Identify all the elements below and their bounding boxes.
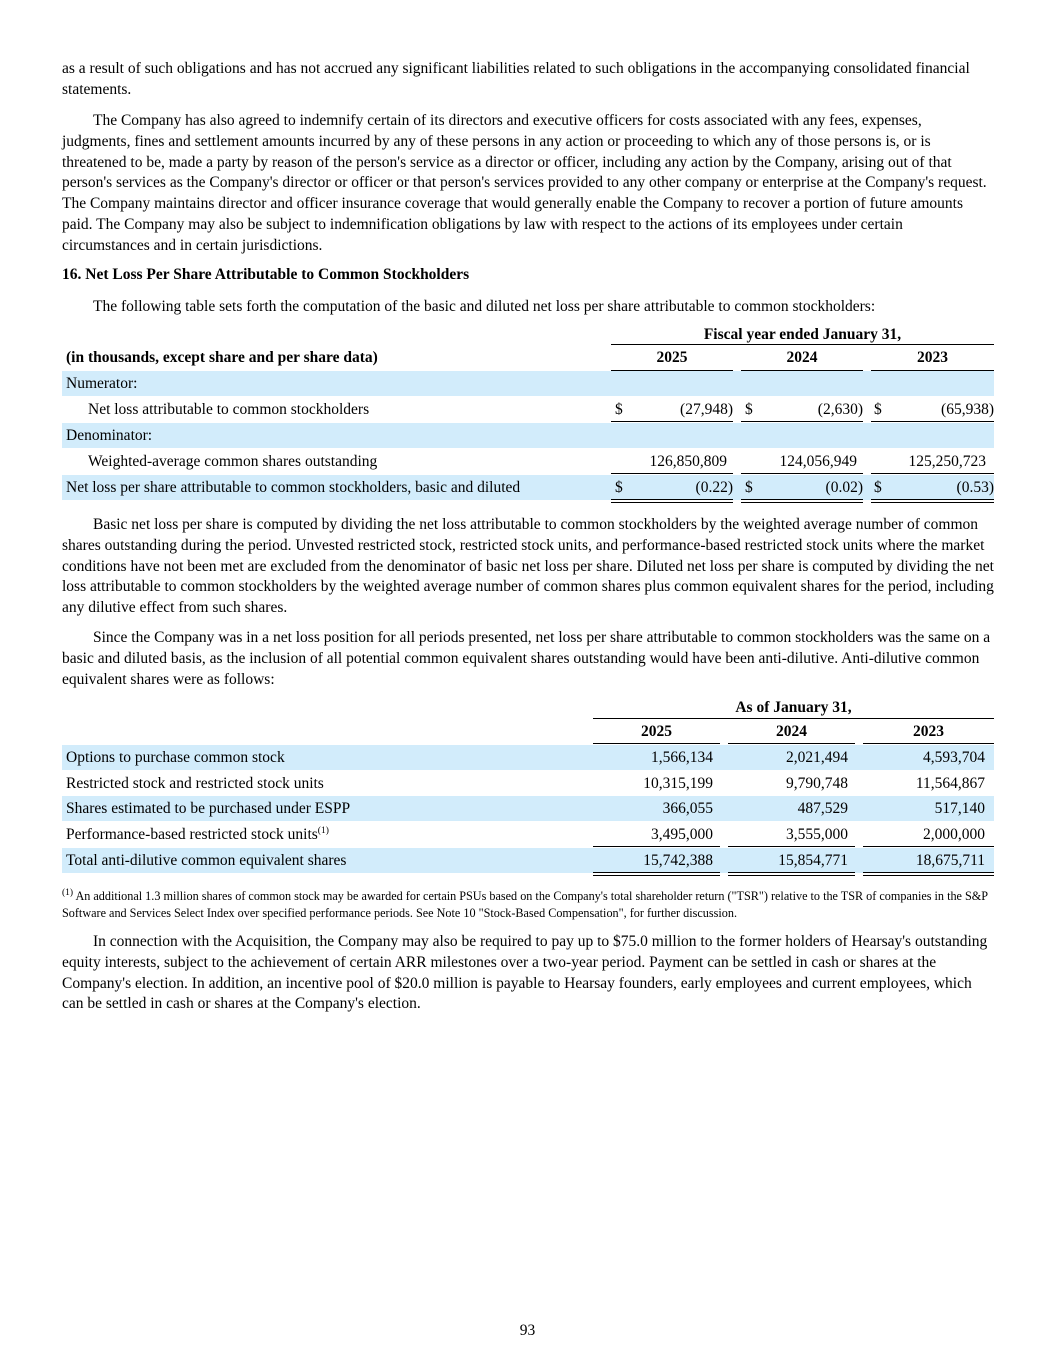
cell-value: 126,850,809 bbox=[649, 453, 727, 470]
cell-value: 18,675,711 bbox=[915, 852, 985, 869]
double-rule bbox=[611, 499, 733, 503]
section-heading: 16. Net Loss Per Share Attributable to Common Stockholders bbox=[62, 266, 470, 283]
double-rule bbox=[593, 872, 720, 876]
table-row bbox=[62, 745, 994, 770]
cell-value: 11,564,867 bbox=[915, 775, 985, 792]
double-rule bbox=[728, 872, 855, 876]
cell-rule bbox=[611, 473, 733, 474]
cell-rule bbox=[593, 846, 720, 847]
cell-value: (0.53) bbox=[956, 479, 994, 496]
cell-rule bbox=[871, 421, 994, 422]
currency-symbol: $ bbox=[615, 479, 623, 496]
footnote-marker: (1) bbox=[62, 887, 74, 898]
table-header-row bbox=[62, 719, 994, 744]
cell-value: 3,555,000 bbox=[786, 826, 848, 843]
cell-value: (0.22) bbox=[695, 479, 733, 496]
table-row bbox=[62, 475, 994, 500]
row-label: Numerator: bbox=[66, 375, 138, 392]
double-rule bbox=[741, 499, 863, 503]
cell-rule bbox=[741, 473, 863, 474]
row-label: Restricted stock and restricted stock units bbox=[66, 775, 324, 792]
row-label: Denominator: bbox=[66, 427, 153, 444]
cell-value: 3,495,000 bbox=[651, 826, 713, 843]
table-total-row bbox=[62, 848, 994, 873]
currency-symbol: $ bbox=[745, 479, 753, 496]
cell-value: 15,854,771 bbox=[778, 852, 848, 869]
period-header: As of January 31, bbox=[735, 699, 852, 716]
year-header: 2023 bbox=[917, 349, 948, 366]
table-header-row bbox=[62, 345, 994, 370]
table-row bbox=[62, 822, 994, 847]
footnote-text: An additional 1.3 million shares of common stock may be awarded for certain PSUs based on the Company's total shareholder return ("TSR") relative to the TSR of companies in the S&P Software and Services Select Index over specified performance periods. See Note 10 "Stock-Based Compensation", for further discussion. bbox=[62, 889, 988, 920]
cell-value: 10,315,199 bbox=[643, 775, 713, 792]
cell-value: 125,250,723 bbox=[908, 453, 986, 470]
currency-symbol: $ bbox=[874, 479, 882, 496]
row-label bbox=[66, 822, 329, 847]
cell-rule bbox=[728, 846, 855, 847]
footnote-marker: (1) bbox=[317, 825, 329, 836]
cell-value: 366,055 bbox=[662, 800, 713, 817]
currency-symbol: $ bbox=[745, 401, 753, 418]
row-label: Weighted-average common shares outstanding bbox=[88, 453, 378, 470]
cell-value: 2,000,000 bbox=[923, 826, 985, 843]
table-row bbox=[62, 423, 994, 448]
cell-value: 1,566,134 bbox=[651, 749, 713, 766]
stub-header: (in thousands, except share and per share data) bbox=[66, 349, 378, 366]
row-label: Total anti-dilutive common equivalent shares bbox=[66, 852, 347, 869]
cell-rule bbox=[871, 473, 994, 474]
paragraph-indemnification: The Company has also agreed to indemnify certain of its directors and executive officers for costs associated with any fees, expenses, judgments, fines and settlement amounts incurred by any of these persons in any action or proceeding to which any of those persons is, or is threatened to be, made a party by reason of the person's service as a director or officer, including any action by the Company, arising out of that person's services as the Company's director or officer or that person's services provided to any other company or enterprise at the Company's request. The Company maintains director and officer insurance coverage that would generally enable the Company to recover a portion of future amounts paid. The Company may also be subject to indemnification obligations by law with respect to the actions of its employees under certain circumstances and in certain jurisdictions. bbox=[62, 112, 987, 254]
cell-value: (65,938) bbox=[941, 401, 994, 418]
table-row bbox=[62, 796, 994, 821]
table-row bbox=[62, 397, 994, 422]
paragraph-table-intro: The following table sets forth the computation of the basic and diluted net loss per share attributable to common stockholders: bbox=[93, 298, 876, 315]
cell-rule bbox=[741, 421, 863, 422]
currency-symbol: $ bbox=[874, 401, 882, 418]
cell-value: (0.02) bbox=[825, 479, 863, 496]
cell-value: 9,790,748 bbox=[786, 775, 848, 792]
year-header: 2023 bbox=[913, 723, 944, 740]
row-label-text: Performance-based restricted stock units bbox=[66, 826, 318, 843]
period-header: Fiscal year ended January 31, bbox=[703, 326, 902, 343]
cell-value: (27,948) bbox=[680, 401, 733, 418]
cell-value: 487,529 bbox=[797, 800, 848, 817]
year-header: 2024 bbox=[786, 349, 818, 366]
year-rule bbox=[863, 743, 994, 744]
row-label: Options to purchase common stock bbox=[66, 749, 285, 766]
cell-value: 15,742,388 bbox=[643, 852, 713, 869]
cell-value: 124,056,949 bbox=[779, 453, 857, 470]
double-rule bbox=[871, 499, 994, 503]
double-rule bbox=[863, 872, 994, 876]
paragraph-basic-diluted: Basic net loss per share is computed by dividing the net loss attributable to common stockholders by the weighted average number of common shares outstanding during the period. Unvested restricted stock, restricted stock units, and performance-based restricted stock units where the market conditions have not been met are excluded from the denominator of basic net loss per share. Diluted net loss per share is computed by dividing the net loss attributable to common stockholders by the weighted average number of common shares plus common equivalent shares for the period, including any dilutive effect from such shares. bbox=[62, 516, 994, 617]
row-label: Shares estimated to be purchased under ESPP bbox=[66, 800, 351, 817]
table-row bbox=[62, 449, 994, 474]
year-header: 2024 bbox=[776, 723, 807, 740]
paragraph-anti-dilutive: Since the Company was in a net loss position for all periods presented, net loss per share attributable to common stockholders was the same on a basic and diluted basis, as the inclusion of all potential common equivalent shares outstanding would have been anti-dilutive. Anti-dilutive common equivalent shares were as follows: bbox=[62, 629, 991, 688]
footnote bbox=[62, 888, 994, 922]
cell-value: 2,021,494 bbox=[786, 749, 848, 766]
page-number: 93 bbox=[519, 1322, 536, 1339]
year-header: 2025 bbox=[656, 349, 688, 366]
cell-value: 517,140 bbox=[934, 800, 985, 817]
table-row bbox=[62, 371, 994, 396]
table-row bbox=[62, 771, 994, 796]
cell-rule bbox=[611, 421, 733, 422]
paragraph-obligations: as a result of such obligations and has not accrued any significant liabilities related to such obligations in the accompanying consolidated financial statements. bbox=[62, 60, 970, 98]
row-label: Net loss per share attributable to common stockholders, basic and diluted bbox=[66, 479, 521, 496]
cell-value: 4,593,704 bbox=[923, 749, 985, 766]
cell-rule bbox=[863, 846, 994, 847]
year-rule bbox=[728, 743, 855, 744]
row-label: Net loss attributable to common stockholders bbox=[88, 401, 370, 418]
currency-symbol: $ bbox=[615, 401, 623, 418]
year-header: 2025 bbox=[641, 723, 672, 740]
cell-value: (2,630) bbox=[817, 401, 863, 418]
paragraph-acquisition: In connection with the Acquisition, the Company may also be required to pay up to $75.0 million to the former holders of Hearsay's outstanding equity interests, subject to the achievement of certain ARR milestones over a two-year period. Payment can be settled in cash or shares at the Company's election. In addition, an incentive pool of $20.0 million is payable to Hearsay founders, early employees and current employees, which can be settled in cash or shares at the Company's election. bbox=[62, 933, 988, 1013]
year-rule bbox=[593, 743, 720, 744]
